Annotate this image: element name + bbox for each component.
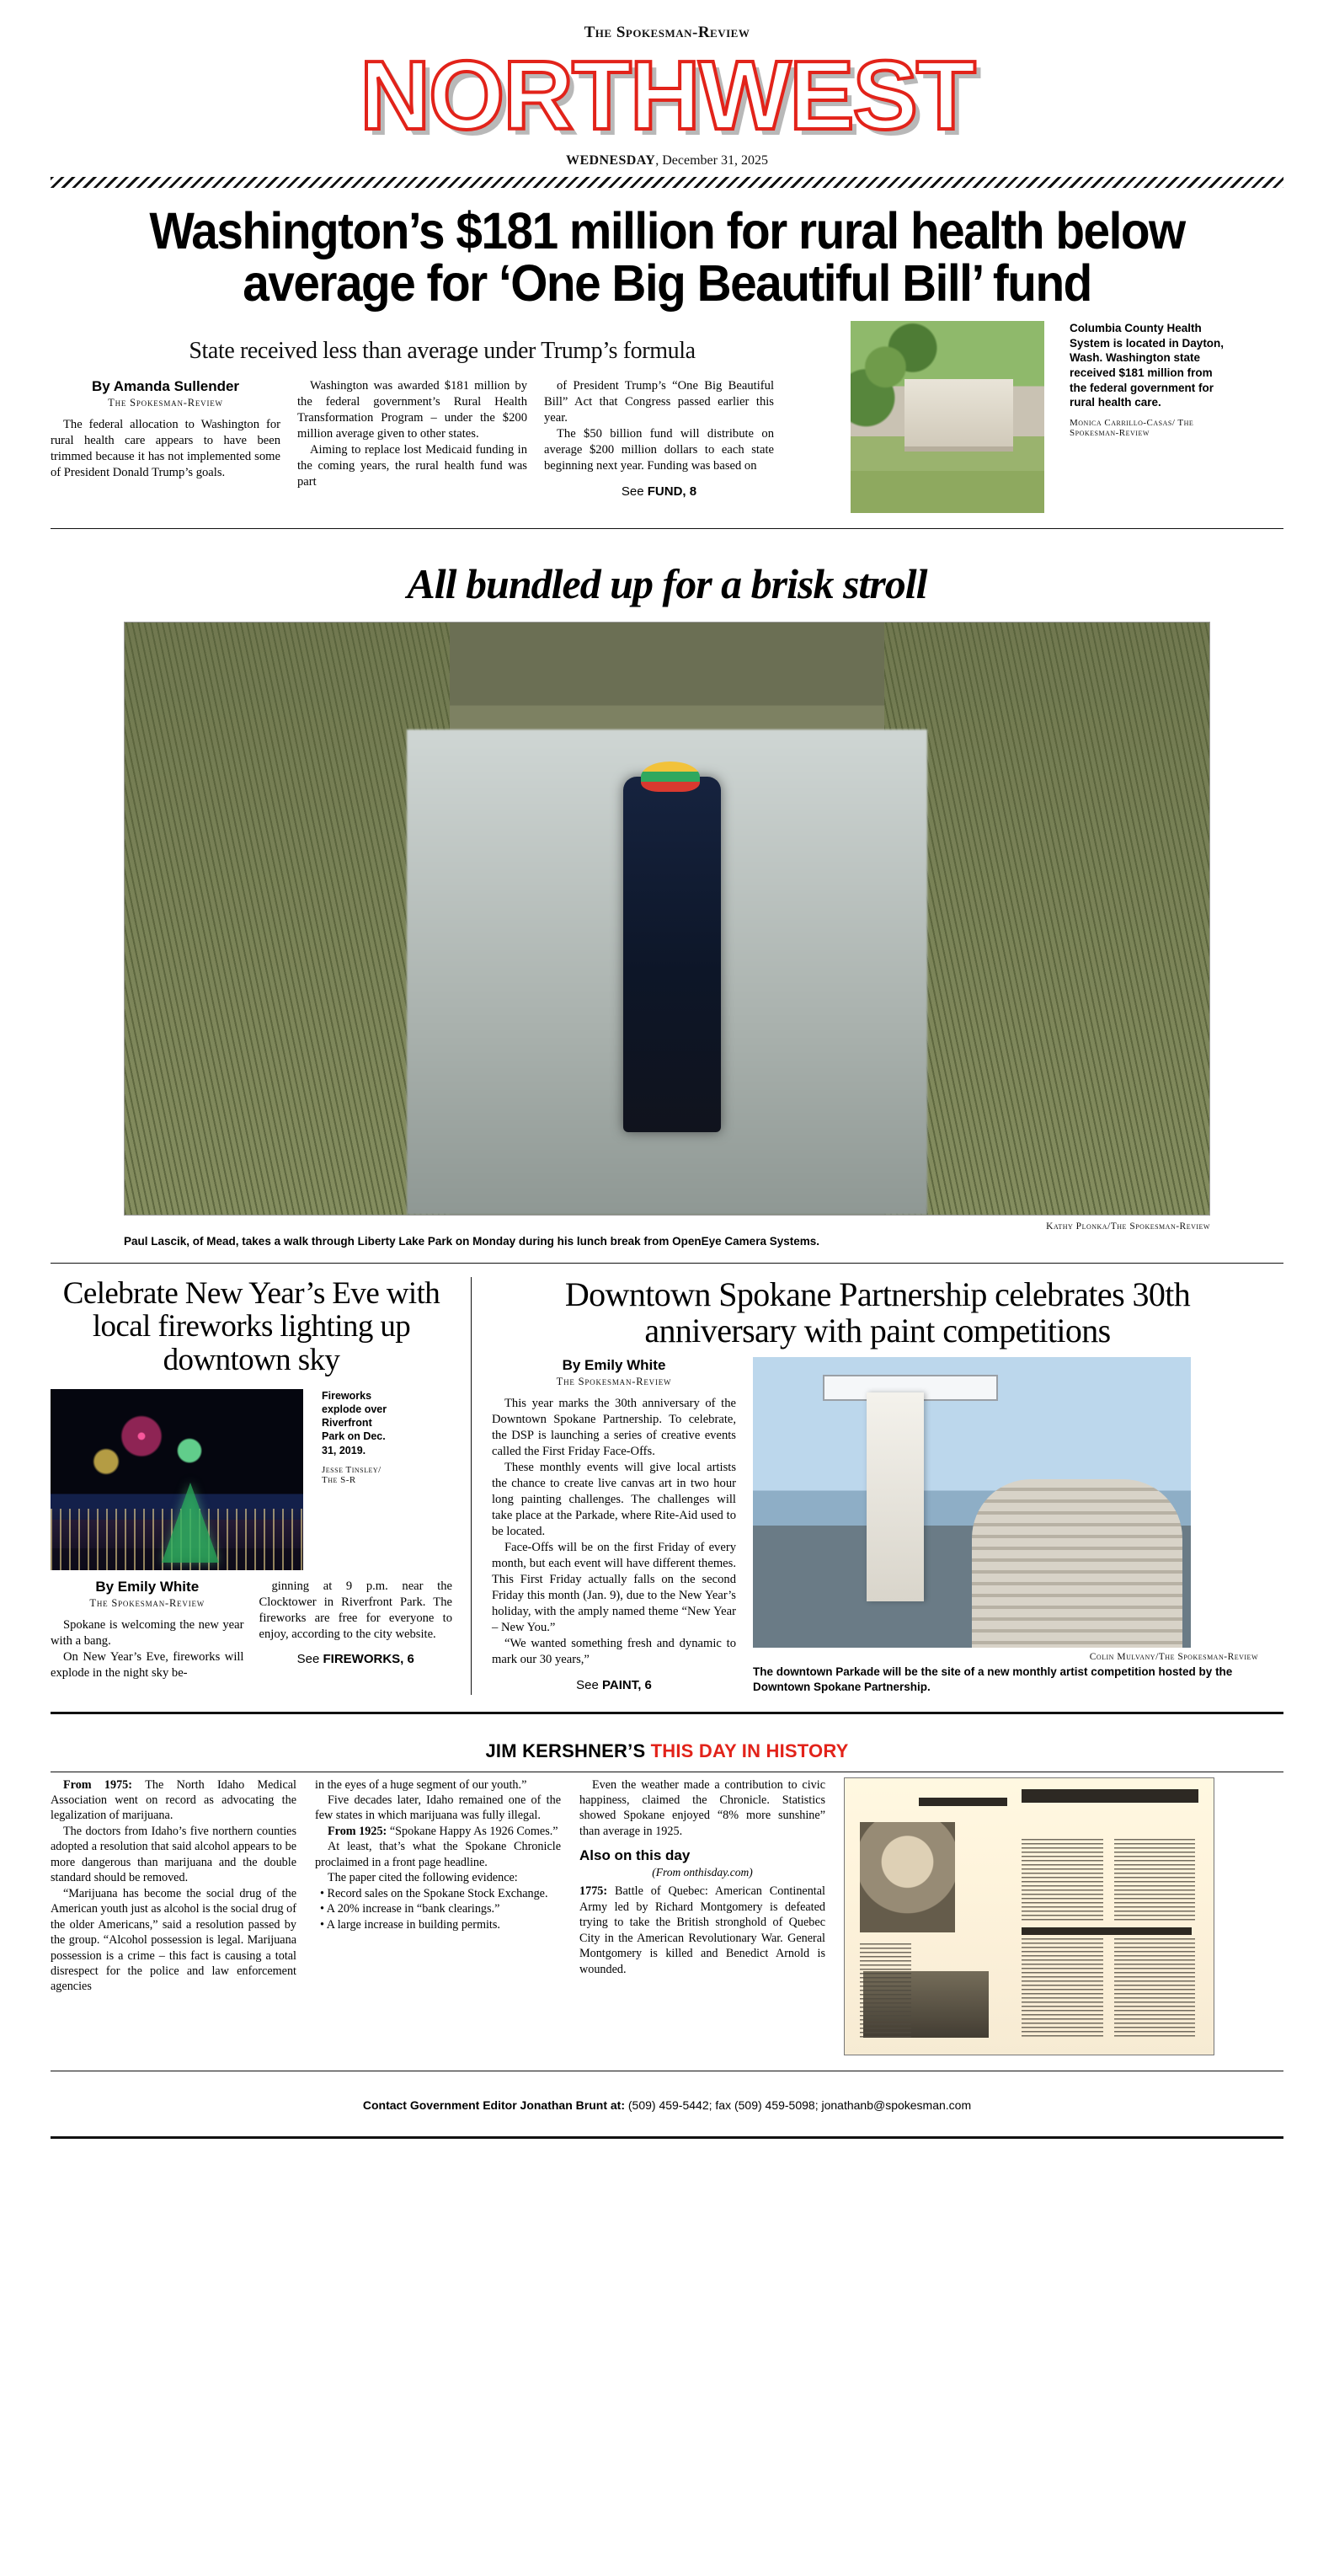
history-paragraph: Five decades later, Idaho remained one of the few states in which marijuana was fully illegal. [315,1793,561,1823]
history-paragraph: in the eyes of a huge segment of our youth.” [315,1777,527,1792]
fireworks-headline: Celebrate New Year’s Eve with local fireworks lighting up downtown sky [62,1275,440,1378]
man-walking-image [125,623,1209,1215]
fireworks-byline-org: The Spokesman-Review [89,1596,205,1609]
history-year-label: 1775: [579,1884,616,1899]
fireworks-photo-caption: Fireworks explode over Riverfront Park on Dec. 31, 2019. [322,1389,387,1456]
history-paragraph [579,1884,825,1977]
fireworks-paragraph: On New Year’s Eve, fireworks will explode in the night sky be- [51,1649,244,1680]
lead-story [51,188,1283,513]
jump-see-label: See [576,1677,602,1692]
parkade-image [753,1357,1191,1648]
zigzag-divider [51,177,1283,188]
fireworks-caption-block [312,1389,394,1570]
clinic-building-image [851,321,1044,513]
lead-paragraph: The federal allocation to Washington for rural health care appears to have been trimmed because it has not implemented some of President Donald Trump’s goals. [51,418,280,480]
history-column-3 [579,1777,825,2055]
history-paragraph [315,1824,561,1839]
history-subheading: Also on this day [579,1847,691,1864]
history-text: “Spokane Happy As 1926 Comes.” [389,1824,558,1838]
paint-column-1 [492,1357,736,1694]
history-text: The North Idaho Medical Association went on record as advocating the legalization of marijuana. [51,1777,296,1823]
paint-jump-line[interactable] [492,1678,736,1692]
lead-column-2 [297,378,527,499]
feature-photo [124,622,1210,1216]
dateline [51,153,1283,168]
fireworks-image [51,1389,303,1570]
history-title-rest: THIS DAY IN HISTORY [650,1740,849,1761]
lead-byline: By Amanda Sullender [91,378,240,395]
history-bullet: • Record sales on the Spokane Stock Exchange. [320,1886,548,1900]
history-title [51,1733,1283,1772]
lead-photo-caption: Columbia County Health System is located in Dayton, Wash. Washington state received $181 million from the federal government for rural health care. [1070,322,1225,409]
paint-paragraph: This year marks the 30th anniversary of the Downtown Spokane Partnership. To celebrate, the DSP is launching a series of creative events called the First Friday Face-Offs. [492,1397,736,1459]
masthead [51,0,1283,188]
jump-reference: FIREWORKS, 6 [323,1652,414,1667]
paint-story [472,1277,1263,1695]
feature-photo-story [51,542,1283,1249]
paint-paragraph: “We wanted something fresh and dynamic to mark our 30 years,” [492,1636,736,1666]
fireworks-byline: By Emily White [95,1578,200,1595]
footer-bold-text: Contact Government Editor Jonathan Brunt at: [362,2098,625,2112]
lead-photo [851,321,1044,513]
this-day-in-history [51,1733,1283,2055]
fireworks-column-1 [51,1579,244,1681]
jump-see-label: See [621,484,648,500]
lead-photo-wrapper [851,321,1044,513]
history-bullet: • A large increase in building permits. [320,1917,500,1932]
fireworks-photo-credit: Jesse Tinsley/ The S-R [322,1464,382,1485]
paint-photo-block [753,1357,1258,1694]
history-column-2 [315,1777,561,2055]
paint-paragraph: These monthly events will give local artists the chance to create live canvas art in two hour long painting challenges. The challenges will take place at the Parkade, where Rite-Aid used to be located. [492,1461,736,1539]
paint-photo-caption: The downtown Parkade will be the site of a new monthly artist competition hosted by the Downtown Spokane Partnership. [753,1665,1233,1693]
history-source-note: (From onthisday.com) [652,1866,753,1879]
feature-photo-caption: Paul Lascik, of Mead, takes a walk through Liberty Lake Park on Monday during his lunch break from OpenEye Camera Systems. [124,1235,819,1248]
fireworks-jump-line[interactable] [259,1652,453,1666]
lead-byline-org: The Spokesman-Review [108,397,223,409]
history-paragraph: Even the weather made a contribution to civic happiness, claimed the Chronicle. Statistics showed Spokane enjoyed “8% more sunshine” than average in 1925. [579,1777,825,1838]
jump-reference: PAINT, 6 [601,1677,652,1692]
lead-paragraph: Aiming to replace lost Medicaid funding in the coming years, the rural health fund was part [297,443,527,489]
paint-photo-credit: Colin Mulvany/The Spokesman-Review [1089,1652,1258,1663]
section-title: NORTHWEST [360,40,974,150]
history-column-1 [51,1777,296,2055]
divider [51,1712,1283,1714]
fireworks-story [51,1277,472,1695]
history-newspaper-clipping [844,1777,1214,2055]
jump-see-label: See [296,1652,323,1667]
history-year-label: From 1975: [63,1777,146,1792]
dateline-weekday: WEDNESDAY [566,152,656,168]
lead-headline: Washington’s $181 million for rural health below average for ‘One Big Beautiful Bill’ fund [149,201,1185,313]
paint-paragraph: Face-Offs will be on the first Friday of every month, but each event will have different themes. This First Friday actually falls on the second Friday this month (Jan. 9), due to the New Year’s holiday, with the amply named theme “New Year – New You.” [492,1541,736,1635]
fireworks-photo [51,1389,303,1570]
history-year-label: From 1925: [328,1824,390,1838]
jump-reference: FUND, 8 [647,484,697,500]
fireworks-paragraph: Spokane is welcoming the new year with a bang. [51,1617,244,1648]
parkade-photo [753,1357,1191,1648]
lead-deck: State received less than average under Trump’s formula [189,338,696,365]
divider [51,528,1283,529]
clipping-portrait [860,1822,956,1932]
lead-paragraph: Washington was awarded $181 million by the federal government’s Rural Health Transformation Program – under the $200 million average given to other states. [297,379,527,441]
divider [51,2136,1283,2139]
lead-jump-line[interactable] [544,484,774,499]
feature-caption-block [124,1221,1210,1249]
paint-headline: Downtown Spokane Partnership celebrates 30th anniversary with paint competitions [564,1275,1191,1349]
clipping-image [845,1778,1214,2055]
lead-column-1 [51,378,280,499]
lead-paragraph: The $50 billion fund will distribute on average $200 million dollars to each state beginning next year. Funding was based on [544,427,774,473]
history-paragraph: The paper cited the following evidence: [328,1871,518,1885]
history-paragraph [51,1777,296,1824]
lead-photo-credit: Monica Carrillo-Casas/ The Spokesman-Review [1070,417,1194,438]
history-paragraph: The doctors from Idaho’s five northern counties adopted a resolution that said alcohol appears to be more dangerous than marijuana and the double standard should be removed. [51,1824,296,1885]
dateline-date: , December 31, 2025 [655,152,768,168]
history-text: Battle of Quebec: American Continental Army led by Richard Montgomery is defeated trying to take the British stronghold of Quebec City in the American Revolutionary War. General Montgomery is killed and Benedict Arnold is wounded. [579,1884,825,1976]
footer-contact [51,2088,1283,2130]
secondary-stories-row [51,1277,1283,1695]
lead-caption-block [1061,321,1230,513]
publication-name: The Spokesman-Review [584,24,750,41]
paint-byline-org: The Spokesman-Review [556,1376,672,1388]
feature-photo-credit: Kathy Plonka/The Spokesman-Review [1046,1221,1210,1232]
history-paragraph: “Marijuana has become the social drug of the American youth just as alcohol is the social drug of the older Americans,” said a resolution passed by the group. “Alcohol possession is legal. Marijuana possession is a crime – this fact is causing a total disrespect for the police and law enforcement agencies [51,1886,296,1994]
fireworks-paragraph: ginning at 9 p.m. near the Clocktower in Riverfront Park. The fireworks are free for everyone to enjoy, according to the city website. [259,1579,452,1641]
history-title-name: JIM KERSHNER’S [485,1740,651,1761]
feature-headline: All bundled up for a brisk stroll [407,560,927,608]
paint-byline: By Emily White [562,1357,666,1374]
divider [51,1263,1283,1264]
footer-contact-details[interactable]: (509) 459-5442; fax (509) 459-5098; jonathanb@spokesman.com [624,2098,972,2112]
lead-paragraph: of President Trump’s “One Big Beautiful Bill” Act that Congress passed earlier this year. [544,379,774,425]
history-paragraph: At least, that’s what the Spokane Chronicle proclaimed in a front page headline. [315,1840,561,1869]
fireworks-column-2 [259,1579,453,1681]
history-bullet: • A 20% increase in “bank clearings.” [320,1902,500,1916]
lead-column-3 [544,378,774,499]
